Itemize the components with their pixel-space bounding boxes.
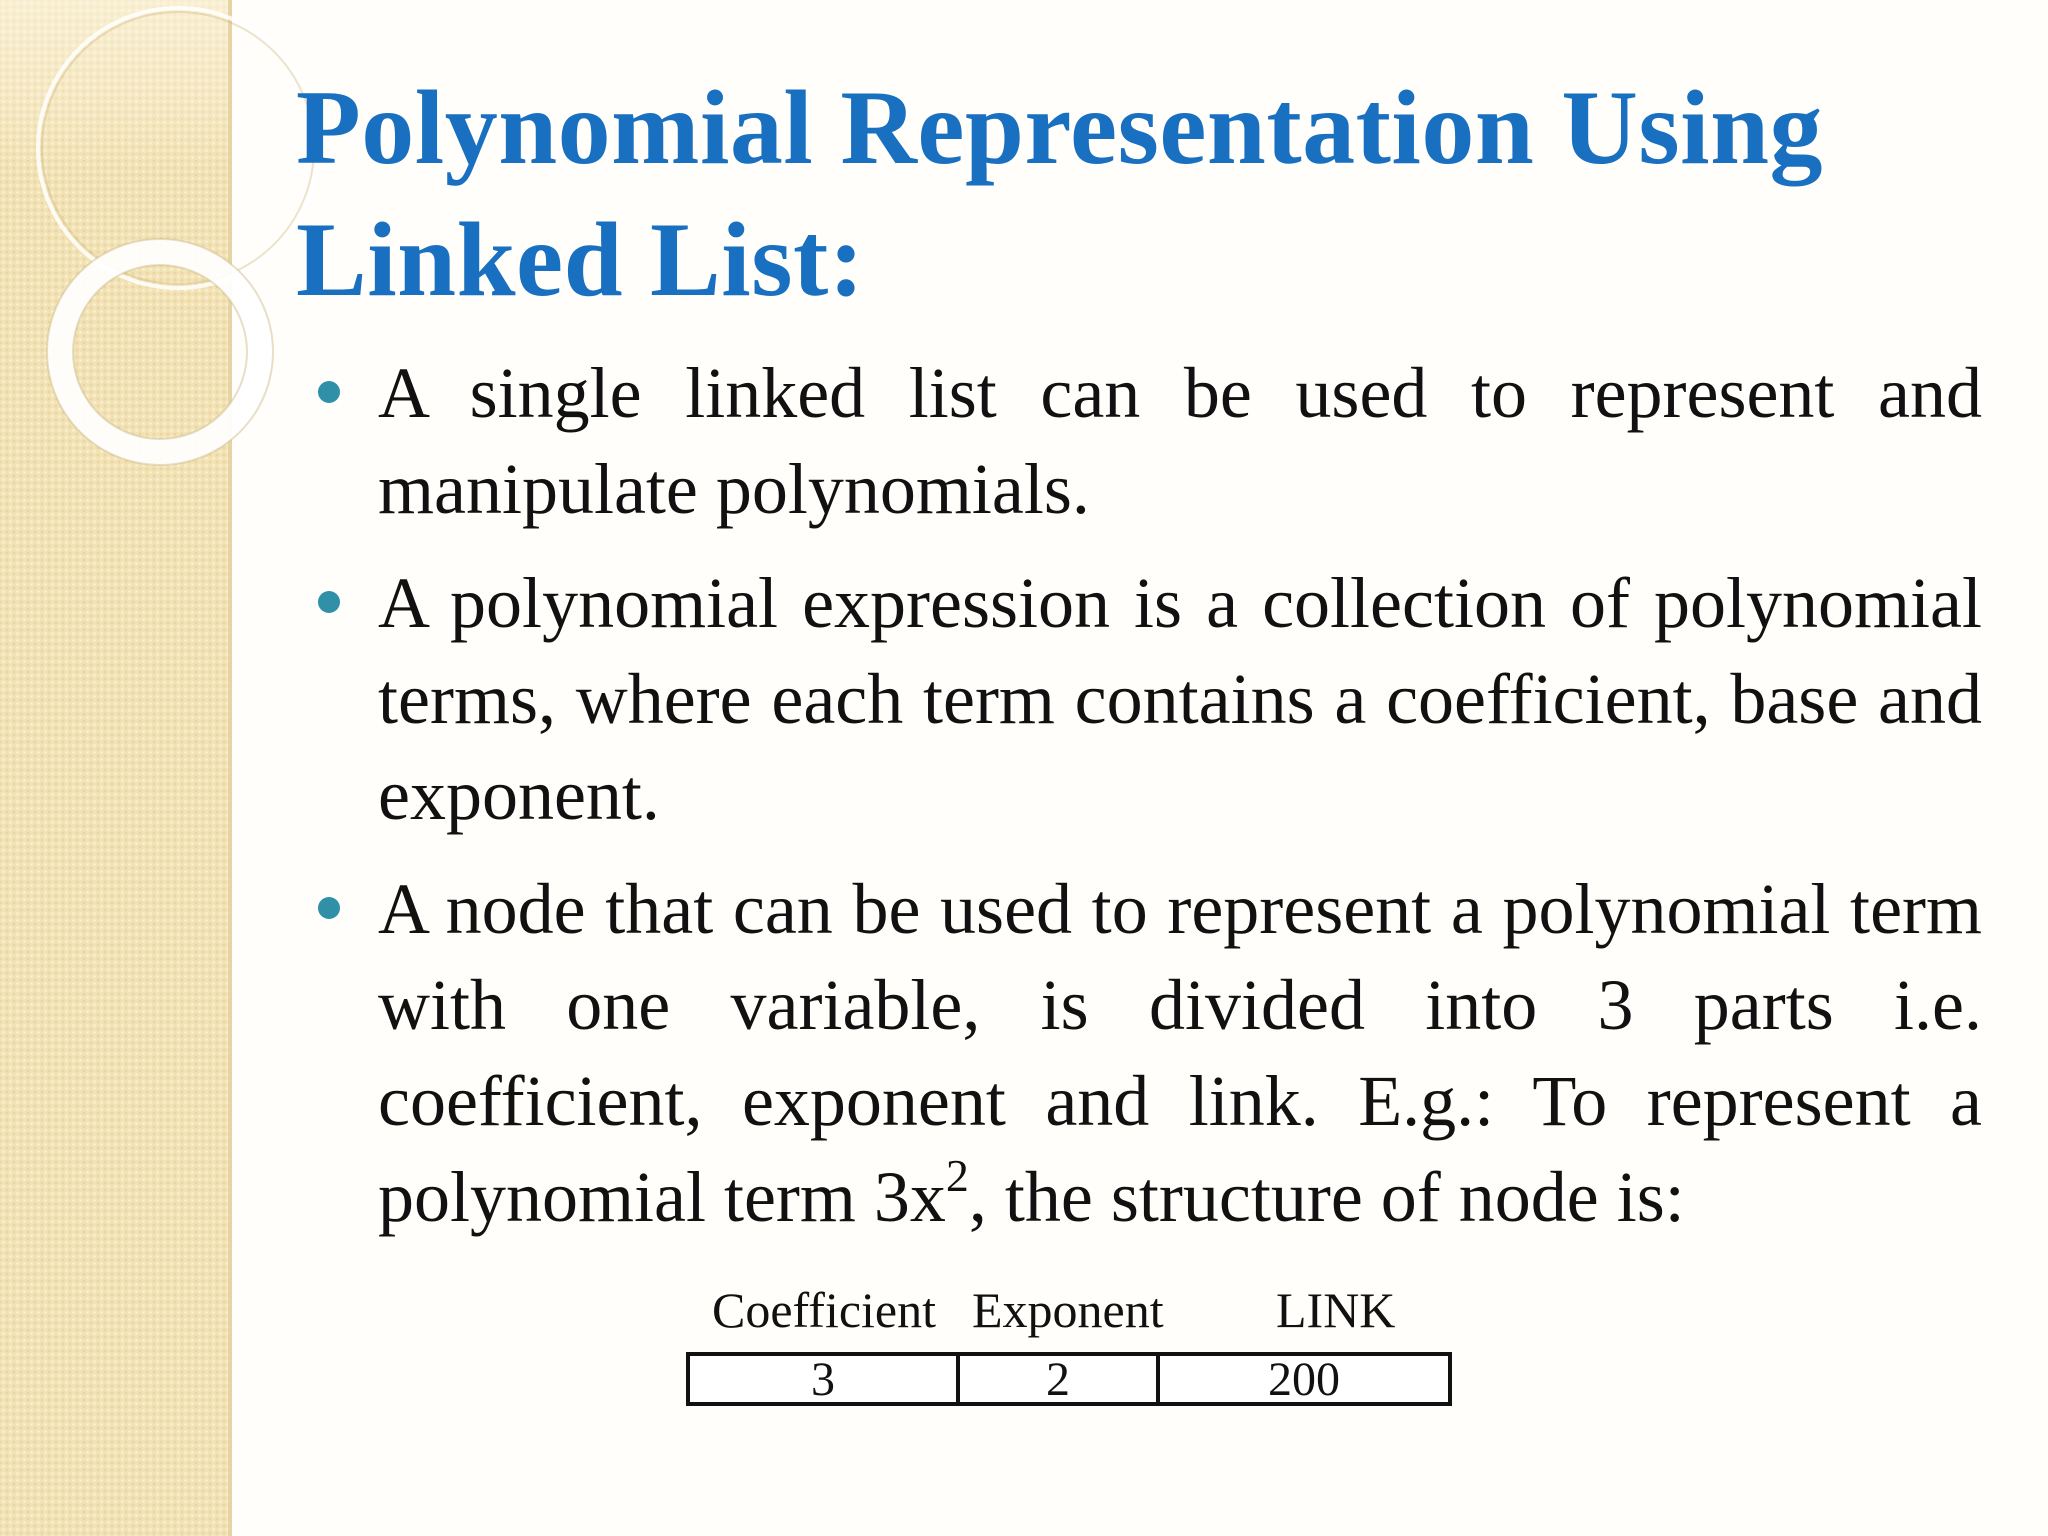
bullet-list (378, 345, 1982, 1263)
exponent-cell: 2 (960, 1356, 1160, 1402)
node-structure-diagram (686, 1280, 1456, 1410)
decorative-rings (0, 0, 260, 520)
link-cell: 200 (1268, 1353, 1340, 1406)
coefficient-cell: 3 (690, 1356, 960, 1402)
bullet-item-3 (378, 861, 1982, 1245)
bullet-dot-icon (318, 381, 340, 403)
slide-title (296, 62, 1996, 326)
slide-title-line-2: Linked List: (296, 201, 865, 318)
link-header: LINK (1276, 1282, 1396, 1338)
bullet-text-3-before: A node that can be used to represent a polynomial term with one variable, is divided into 3 parts i.e. coefficient, exponent and link. E.g.: To represent a polynomial term 3x (378, 869, 1982, 1237)
exponent-header: Exponent (972, 1282, 1164, 1338)
bullet-dot-icon (318, 897, 340, 919)
node-box (686, 1352, 1452, 1406)
bullet-item-2 (378, 555, 1982, 843)
slide-title-line-1: Polynomial Representation Using (296, 69, 1824, 186)
coefficient-header: Coefficient (712, 1282, 936, 1338)
bullet-text-3-after: , the structure of node is: (968, 1157, 1685, 1237)
exponent-superscript: 2 (945, 1150, 969, 1201)
bullet-item-1 (378, 345, 1982, 537)
small-ring-inner-edge (73, 265, 247, 439)
bullet-dot-icon (318, 591, 340, 613)
bullet-text-1: A single linked list can be used to represent and manipulate polynomials. (378, 353, 1982, 529)
bullet-text-2: A polynomial expression is a collection of polynomial terms, where each term contains a coefficient, base and exponent. (378, 563, 1982, 835)
